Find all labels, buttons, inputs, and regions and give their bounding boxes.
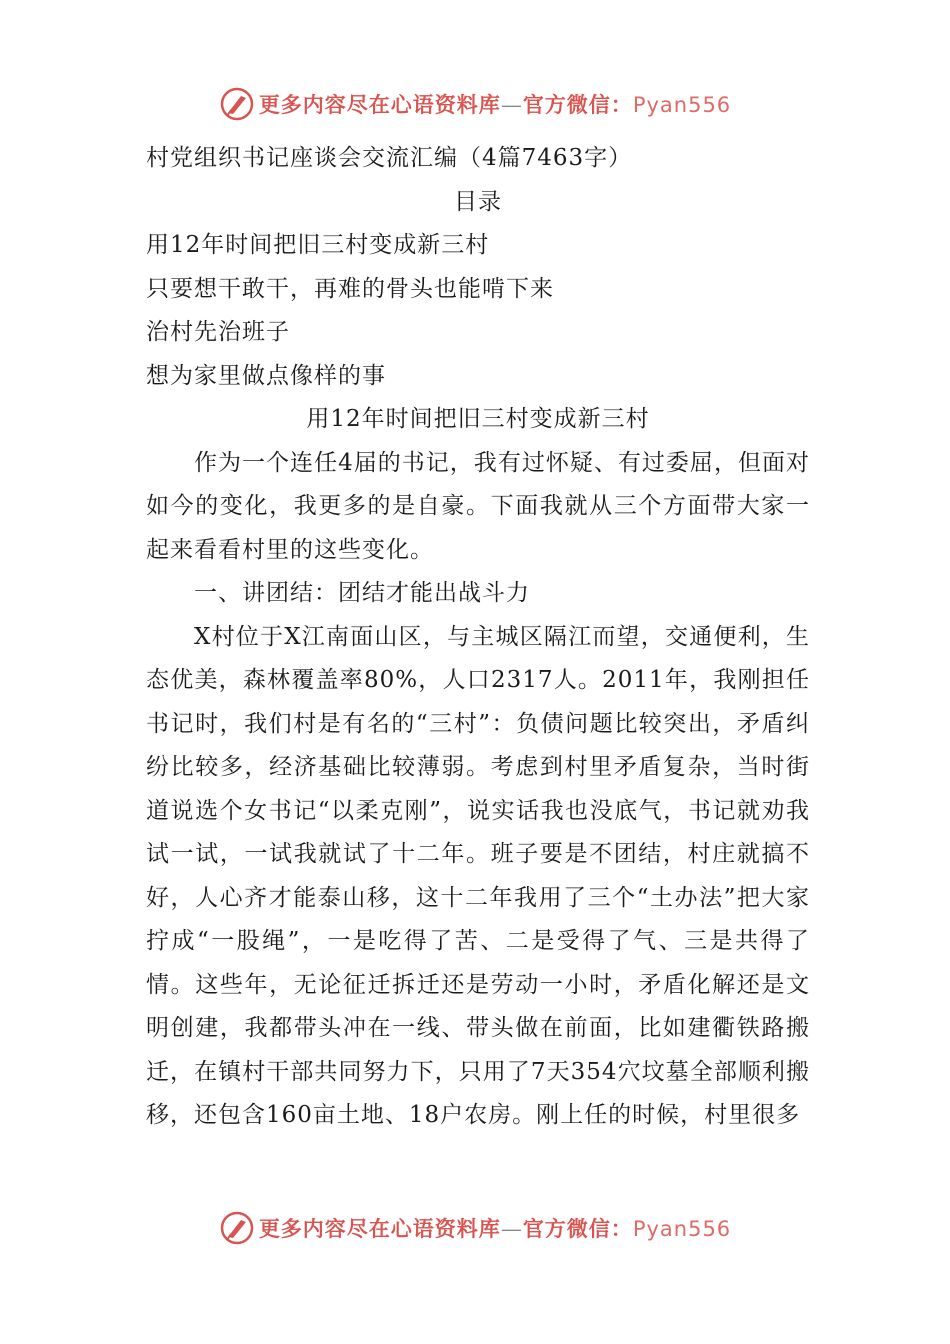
watermark-footer — [0, 1208, 950, 1248]
watermark-text: 更多内容尽在心语资料库—官方微信：Pyan556 — [258, 1216, 732, 1241]
article-title: 用12年时间把旧三村变成新三村 — [306, 406, 650, 432]
document-title: 村党组织书记座谈会交流汇编（4篇7463字） — [146, 145, 633, 171]
toc-item: 治村先治班子 — [146, 319, 290, 345]
quill-logo-icon — [219, 86, 255, 122]
section-heading: 一、讲团结：团结才能出战斗力 — [194, 580, 530, 606]
quill-logo-icon — [219, 1210, 255, 1246]
toc-item: 只要想干敢干，再难的骨头也能啃下来 — [146, 275, 554, 302]
paragraph: 作为一个连任4届的书记，我有过怀疑、有过委屈，但面对如今的变化，我更多的是自豪。下面我就从三个方面带大家一起来看看村里的这些变化。 — [146, 449, 810, 563]
toc-item: 用12年时间把旧三村变成新三村 — [146, 232, 490, 258]
paragraph: X村位于X江南面山区，与主城区隔江而望，交通便利，生态优美，森林覆盖率80%，人口2317人。2011年，我刚担任书记时，我们村是有名的“三村”：负债问题比较突出，矛盾纠纷比较多，经济基础比较薄弱。考虑到村里矛盾复杂，当时街道说选个女书记“以柔克刚”，说实话我也没底气，书记就劝我试一试，一试我就试了十二年。班子要是不团结，村庄就搞不好，人心齐才能泰山移，这十二年我用了三个“土办法”把大家拧成“一股绳”，一是吃得了苦、二是受得了气、三是共得了情。这些年，无论征迁拆迁还是劳动一小时，矛盾化解还是文明创建，我都带头冲在一线、带头做在前面，比如建衢铁路搬迁，在镇村干部共同努力下，只用了7天354穴坟墓全部顺利搬移，还包含160亩土地、18户农房。刚上任的时候，村里很多 — [146, 623, 810, 1128]
document-body — [146, 137, 810, 1138]
watermark-text: 更多内容尽在心语资料库—官方微信：Pyan556 — [258, 92, 732, 117]
toc-item: 想为家里做点像样的事 — [146, 362, 386, 389]
watermark-header — [0, 84, 950, 124]
toc-heading: 目录 — [454, 188, 502, 215]
